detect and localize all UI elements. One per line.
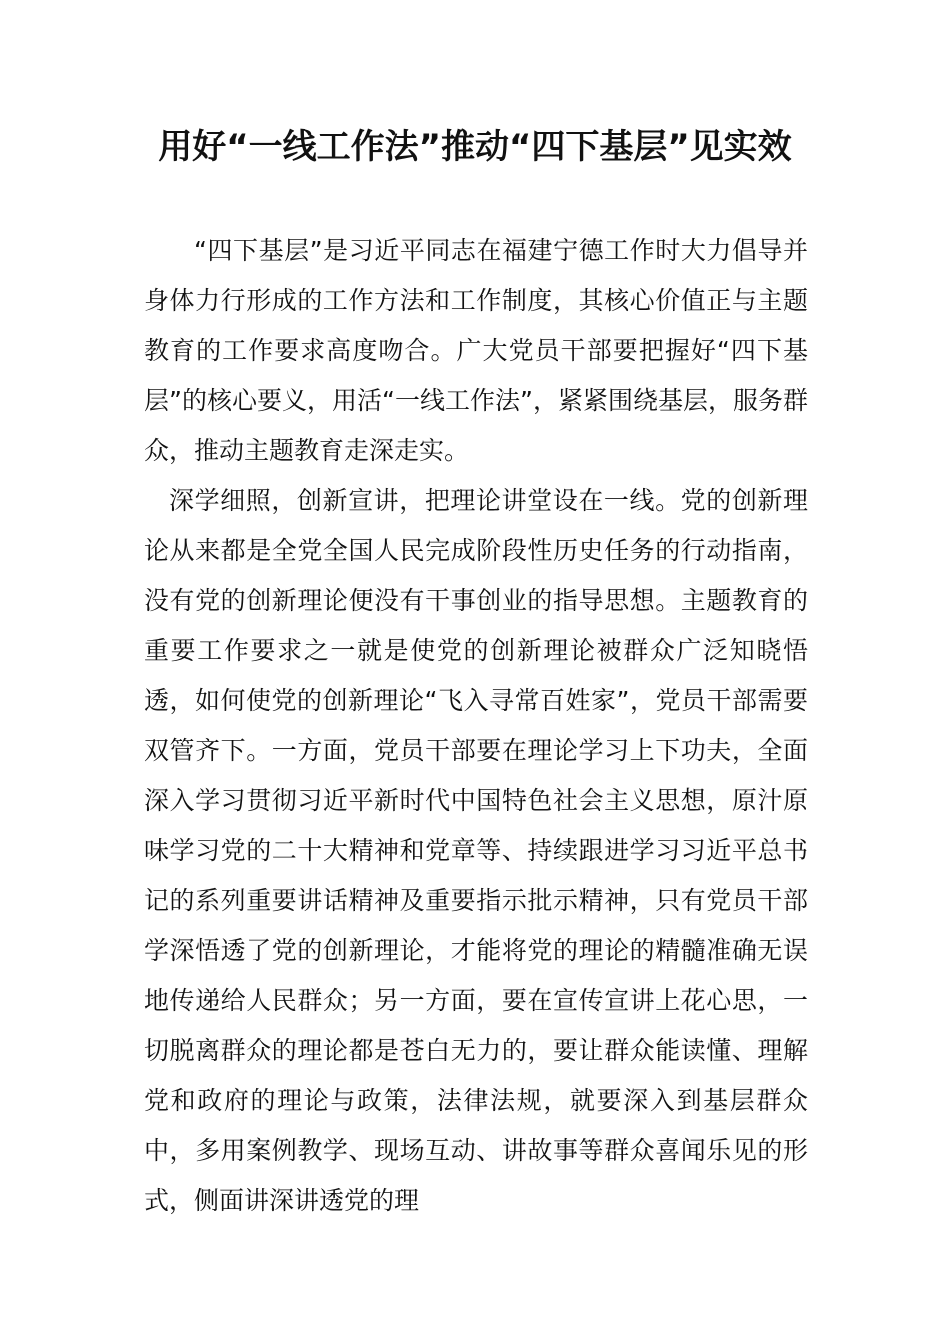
paragraph-intro: “四下基层”是习近平同志在福建宁德工作时大力倡导并身体力行形成的工作方法和工作制度，其核心价值正与主题教育的工作要求高度吻合。广大党员干部要把握好“四下基层”的核心要义，用活“一线工作法”，紧紧围绕基层，服务群众，推动主题教育走深走实。 <box>144 236 808 465</box>
document-title: 用好“一线工作法”推动“四下基层”见实效 <box>158 127 792 167</box>
paragraph-theory: 深学细照，创新宣讲，把理论讲堂设在一线。党的创新理论从来都是全党全国人民完成阶段性历史任务的行动指南，没有党的创新理论便没有干事创业的指导思想。主题教育的重要工作要求之一就是使党的创新理论被群众广泛知晓悟透，如何使党的创新理论“飞入寻常百姓家”，党员干部需要双管齐下。一方面，党员干部要在理论学习上下功夫，全面深入学习贯彻习近平新时代中国特色社会主义思想，原汁原味学习党的二十大精神和党章等、持续跟进学习习近平总书记的系列重要讲话精神及重要指示批示精神，只有党员干部学深悟透了党的创新理论，才能将党的理论的精髓准确无误地传递给人民群众；另一方面，要在宣传宣讲上花心思，一切脱离群众的理论都是苍白无力的，要让群众能读懂、理解党和政府的理论与政策，法律法规，就要深入到基层群众中，多用案例教学、现场互动、讲故事等群众喜闻乐见的形式，侧面讲深讲透党的理 <box>144 486 808 1215</box>
document-body <box>144 226 808 1226</box>
